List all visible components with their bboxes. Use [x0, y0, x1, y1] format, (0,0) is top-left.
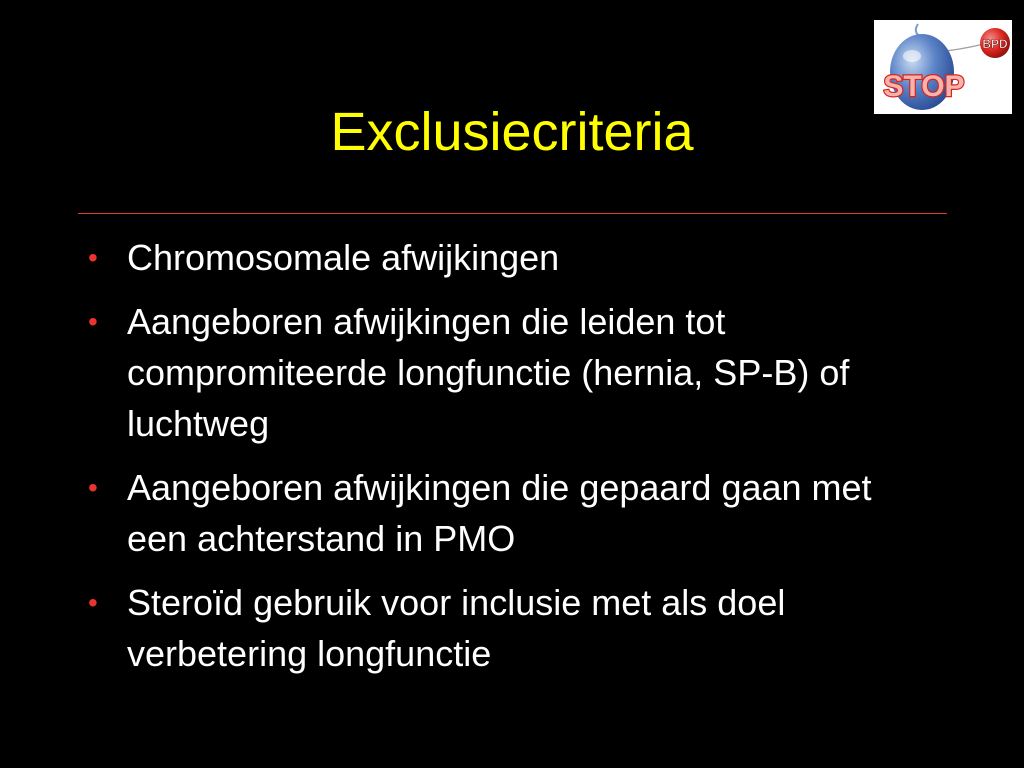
- logo-bpd-text: BPD: [982, 37, 1008, 51]
- bullet-item: [88, 462, 928, 564]
- bullet-list: [88, 232, 928, 692]
- slide-title: Exclusiecriteria: [330, 102, 694, 162]
- title-divider: [78, 213, 947, 214]
- bullet-text: Aangeboren afwijkingen die gepaard gaan met een achterstand in PMO: [127, 467, 872, 559]
- bullet-point-icon: •: [88, 242, 98, 273]
- bullet-text: Steroïd gebruik voor inclusie met als doel verbetering longfunctie: [127, 582, 786, 674]
- bullet-text: Chromosomale afwijkingen: [127, 237, 560, 278]
- bullet-point-icon: •: [88, 306, 98, 337]
- bullet-text: Aangeboren afwijkingen die leiden tot compromiteerde longfunctie (hernia, SP-B) of luchtweg: [127, 301, 850, 444]
- bullet-point-icon: •: [88, 587, 98, 618]
- bullet-item: [88, 296, 928, 449]
- logo-stop-text: STOP: [883, 70, 965, 103]
- bullet-item: [88, 577, 928, 679]
- bullet-item: [88, 232, 928, 283]
- bullet-point-icon: •: [88, 472, 98, 503]
